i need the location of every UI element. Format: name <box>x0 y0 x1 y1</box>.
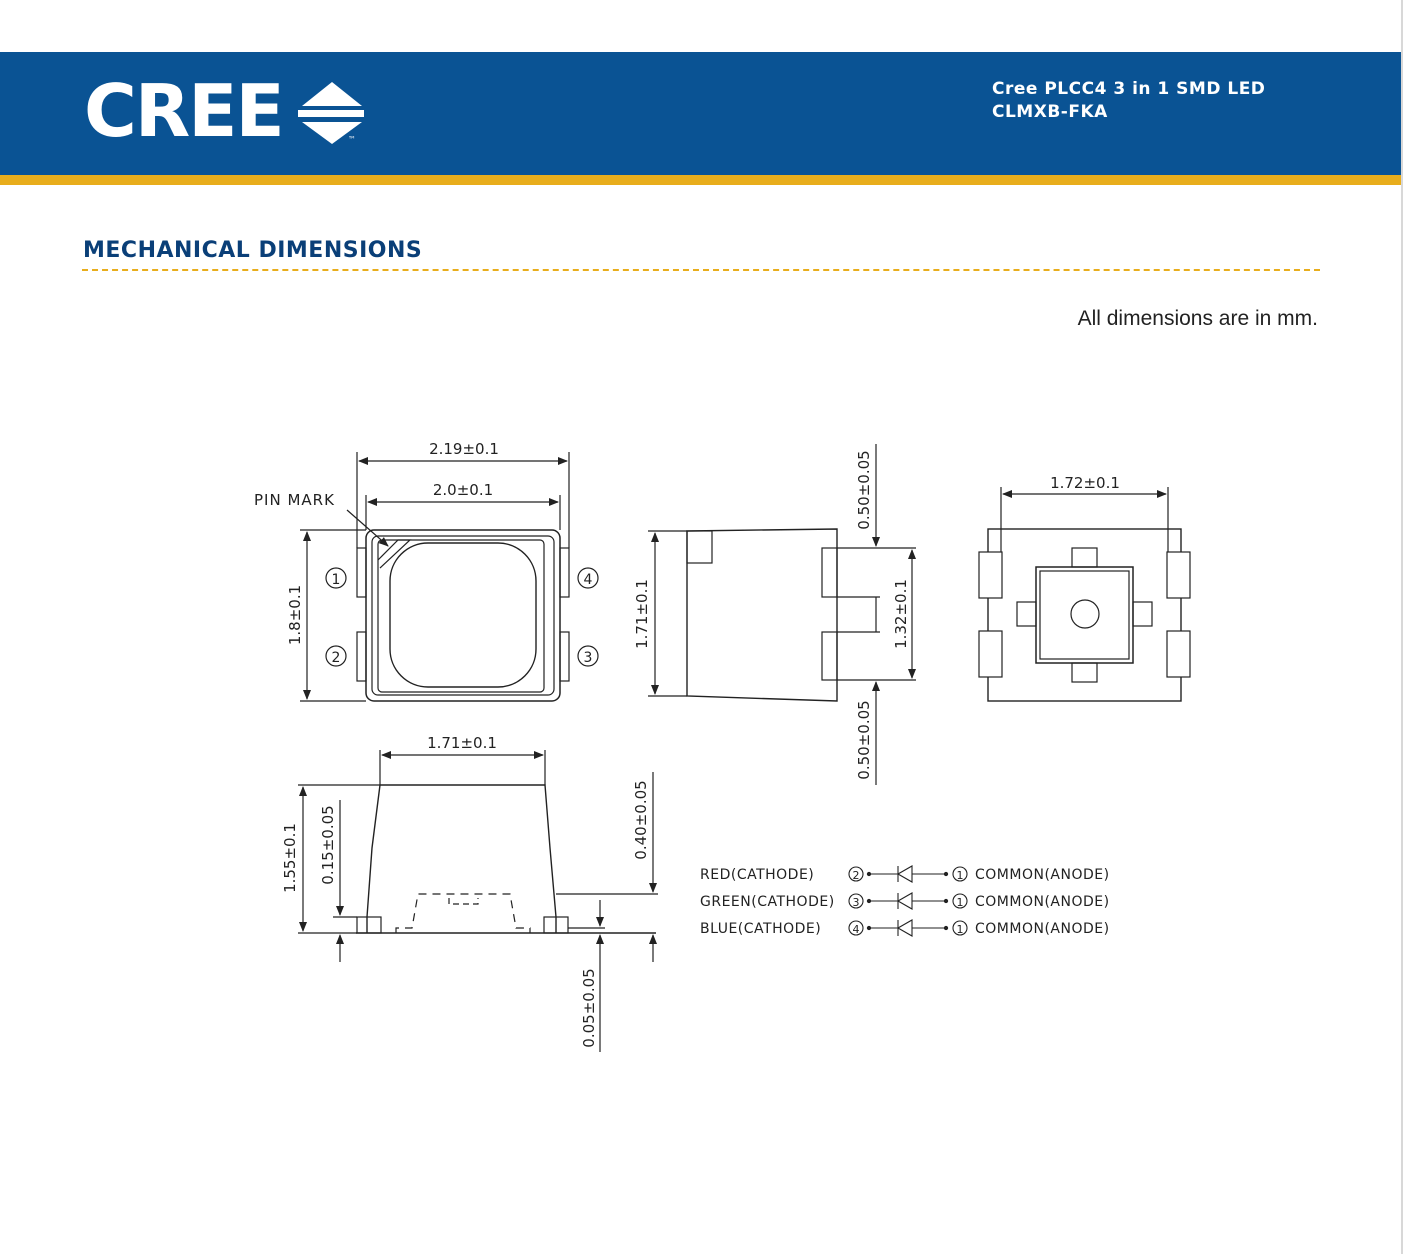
circuit-green-common-pin: 1 <box>956 896 964 909</box>
side-lead-span-label: 1.32±0.1 <box>892 579 910 649</box>
units-note: All dimensions are in mm. <box>1077 307 1318 330</box>
circuit-green-pin: 3 <box>852 896 860 909</box>
product-title: Cree PLCC4 3 in 1 SMD LED <box>992 79 1266 99</box>
top-height-label: 1.8±0.1 <box>286 584 304 646</box>
cree-logo-wordmark: CREE <box>84 69 283 153</box>
circuit-blue-common-label: COMMON(ANODE) <box>975 921 1110 937</box>
front-lead-height-label: 0.15±0.05 <box>319 805 337 885</box>
front-standoff-label: 0.05±0.05 <box>580 968 598 1048</box>
bottom-view <box>979 487 1190 701</box>
side-lead-bottom-label: 0.50±0.05 <box>855 700 873 780</box>
circuit-blue-label: BLUE(CATHODE) <box>700 921 822 937</box>
circuit-red-pin: 2 <box>852 869 860 882</box>
product-part-number: CLMXB-FKA <box>992 102 1108 122</box>
front-top-width-label: 1.71±0.1 <box>427 734 497 752</box>
circuit-blue-common-pin: 1 <box>956 923 964 936</box>
top-inner-width-label: 2.0±0.1 <box>432 481 494 499</box>
circuit-red-label: RED(CATHODE) <box>700 867 815 883</box>
bottom-width-label: 1.72±0.1 <box>1050 474 1120 492</box>
side-height-label: 1.71±0.1 <box>633 579 651 649</box>
circuit-green-label: GREEN(CATHODE) <box>700 894 835 910</box>
side-lead-top-label: 0.50±0.05 <box>855 450 873 530</box>
trademark-symbol: ™ <box>348 135 356 144</box>
front-view <box>298 750 658 1052</box>
section-title: MECHANICAL DIMENSIONS <box>83 238 423 263</box>
top-outer-width-label: 2.19±0.1 <box>429 440 499 458</box>
pin-1-label: 1 <box>331 572 341 588</box>
circuit-blue-pin: 4 <box>852 923 860 936</box>
front-lens-height-label: 0.40±0.05 <box>632 780 650 860</box>
pin-3-label: 3 <box>583 650 593 666</box>
circuit-diagram <box>849 866 967 936</box>
pin-4-label: 4 <box>583 572 593 588</box>
circuit-red-common-pin: 1 <box>956 869 964 882</box>
circuit-green-common-label: COMMON(ANODE) <box>975 894 1110 910</box>
front-total-height-label: 1.55±0.1 <box>281 823 299 893</box>
pin-mark-label: PIN MARK <box>254 491 335 509</box>
pin-2-label: 2 <box>331 650 341 666</box>
circuit-red-common-label: COMMON(ANODE) <box>975 867 1110 883</box>
side-view <box>648 444 916 785</box>
